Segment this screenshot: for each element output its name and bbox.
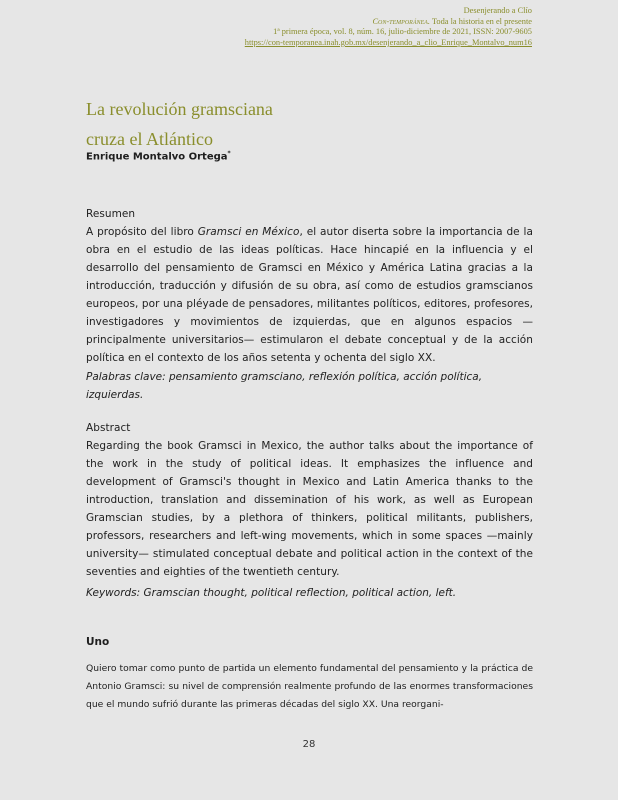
author-footnote-mark[interactable]: * — [227, 150, 231, 157]
book-title: Gramsci en México — [197, 226, 300, 238]
author-text: Enrique Montalvo Ortega — [86, 151, 228, 163]
header-journal — [245, 17, 532, 28]
journal-subtitle: Toda la historia en el presente — [429, 16, 532, 26]
abstract-block — [86, 419, 533, 581]
running-header — [245, 6, 532, 48]
section-heading: Uno — [86, 636, 110, 648]
title-line-1: La revolución gramsciana — [86, 99, 273, 119]
palabras-clave: Palabras clave: pensamiento gramsciano, reflexión política, acción política, izquierdas. — [86, 371, 483, 401]
resumen-text — [86, 223, 533, 367]
page-number: 28 — [302, 739, 316, 750]
header-url-link[interactable]: https://con-temporanea.inah.gob.mx/desenjerando_a_clio_Enrique_Montalvo_num16 — [244, 37, 532, 47]
resumen-block — [86, 205, 533, 367]
abstract-heading: Abstract — [86, 422, 131, 434]
keywords: Keywords: Gramscian thought, political reflection, political action, left. — [86, 587, 457, 599]
abstract-text: Regarding the book Gramsci in Mexico, the author talks about the importance of the work in the study of political ideas. It emphasizes the influence and development of Gramsci's thought in Mexico and Latin America thanks to the introduction, translation and dissemination of his work, as well as European Gramscian studies, by a plethora of thinkers, political militants, publishers, professors, researchers and left-wing movements, which in some spaces —mainly university— stimulated conceptual debate and political action in the context of the seventies and eighties of the twentieth century. — [86, 440, 533, 578]
header-section: Desenjerando a Clío — [463, 6, 532, 15]
resumen-text-start: A propósito del libro — [86, 226, 198, 238]
article-title — [86, 94, 273, 154]
journal-name: Con-temporánea. — [372, 16, 430, 26]
body-paragraph: Quiero tomar como punto de partida un elemento fundamental del pensamiento y la práctica de Antonio Gramsci: su nivel de comprensión realmente profundo de las enormes transformaciones que el mundo sufrió durante las primeras décadas del siglo XX. Una reorgani- — [86, 663, 533, 710]
author-name — [86, 150, 231, 162]
title-line-2: cruza el Atlántico — [86, 129, 213, 149]
resumen-text-rest: , el autor diserta sobre la importancia de la obra en el estudio de las ideas políticas. Hace hincapié en la influencia y el desarrollo del pensamiento de Gramsci en México y América Latina gracias a la introducción, traducción y difusión de su obra, así como de estudios gramscianos europeos, por una pléyade de pensadores, militantes políticos, editores, profesores, investigadores y movimientos de izquierdas, que en algunos espacios —principalmente universitarios— estimularon el debate conceptual y de la acción política en el contexto de los años setenta y ochenta del siglo XX. — [86, 226, 533, 364]
header-issue: 1ª primera época, vol. 8, núm. 16, julio-diciembre de 2021, ISSN: 2007-9605 — [273, 27, 532, 37]
resumen-heading: Resumen — [86, 208, 136, 220]
